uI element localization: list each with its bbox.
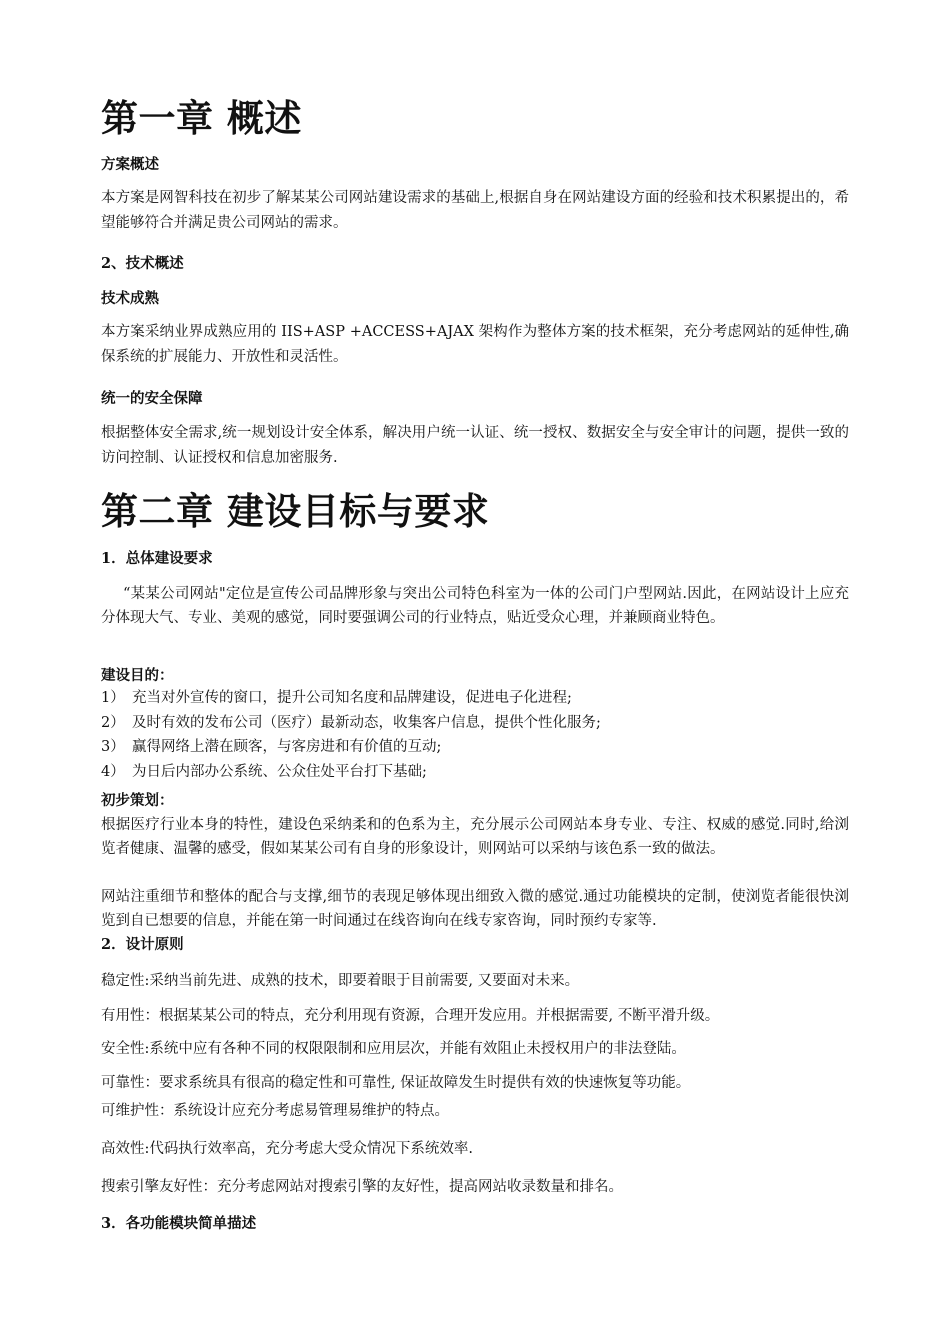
goals-list [101,686,849,784]
overall-paragraph: “某某公司网站"定位是宣传公司品牌形象与突出公司特色科室为一体的公司门户型网站.因此，在网站设计上应充分体现大气、专业、美观的感觉，同时要强调公司的行业特点，贴近受众心理，并兼顾商业特色。 [101,586,849,626]
list-item: 3） 赢得网络上潜在顾客，与客房进和有价值的互动; [101,739,442,755]
subsection-heading-security: 统一的安全保障 [101,390,203,407]
chapter-2-title: 第二章 建设目标与要求 [101,489,490,533]
section-heading-principles: 2．设计原则 [101,936,184,953]
planning-heading: 初步策划： [101,792,174,809]
mature-paragraph: 本方案采纳业界成熟应用的 IIS+ASP +ACCESS+AJAX 架构作为整体方案的技术框架，充分考虑网站的延伸性,确保系统的扩展能力、开放性和灵活性。 [101,324,849,365]
principle-line: 安全性:系统中应有各种不同的权限限制和应用层次，并能有效阻止未授权用户的非法登陆。 [101,1041,686,1057]
section-heading-overall: 1．总体建设要求 [101,550,213,567]
chapter-1-title: 第一章 概述 [101,96,302,140]
section-heading-modules: 3．各功能模块简单描述 [101,1215,257,1232]
principle-line: 搜索引擎友好性：充分考虑网站对搜索引擎的友好性，提高网站收录数量和排名。 [101,1179,623,1195]
principle-line: 可维护性：系统设计应充分考虑易管理易维护的特点。 [101,1103,449,1119]
planning-paragraph-2: 网站注重细节和整体的配合与支撑,细节的表现足够体现出细致入微的感觉.通过功能模块的定制，使浏览者能很快浏览到自已想要的信息，并能在第一时间通过在线咨询向在线专家咨询，同时预约专家等. [101,889,849,929]
planning-paragraph-1: 根据医疗行业本身的特性，建设色采纳柔和的色系为主，充分展示公司网站本身专业、专注、权威的感觉.同时,给浏览者健康、温馨的感受，假如某某公司有自身的形象设计，则网站可以采纳与该色系一致的做法。 [101,817,849,857]
list-item: 1） 充当对外宣传的窗口，提升公司知名度和品牌建设，促进电子化进程; [101,690,572,706]
principle-line: 可靠性：要求系统具有很高的稳定性和可靠性, 保证故障发生时提供有效的快速恢复等功能。 [101,1075,691,1091]
section-heading-overview: 方案概述 [101,156,159,173]
list-item: 2） 及时有效的发布公司（医疗）最新动态，收集客户信息，提供个性化服务; [101,714,601,731]
security-paragraph: 根据整体安全需求,统一规划设计安全体系，解决用户统一认证、统一授权、数据安全与安全审计的问题，提供一致的访问控制、认证授权和信息加密服务. [101,425,849,466]
goals-heading: 建设目的： [101,667,174,684]
principle-line: 高效性:代码执行效率高，充分考虑大受众情况下系统效率. [101,1141,473,1157]
list-item: 4） 为日后内部办公系统、公众住处平台打下基础; [101,763,427,780]
subsection-heading-mature: 技术成熟 [101,290,159,307]
section-heading-tech: 2、技术概述 [101,255,184,272]
principle-line: 有用性：根据某某公司的特点，充分利用现有资源，合理开发应用。并根据需要, 不断平滑升级。 [101,1008,720,1024]
overview-paragraph: 本方案是网智科技在初步了解某某公司网站建设需求的基础上,根据自身在网站建设方面的经验和技术积累提出的，希望能够符合并满足贵公司网站的需求。 [101,190,849,231]
principle-line: 稳定性:采纳当前先进、成熟的技术，即要着眼于目前需要, 又要面对未来。 [101,973,580,989]
